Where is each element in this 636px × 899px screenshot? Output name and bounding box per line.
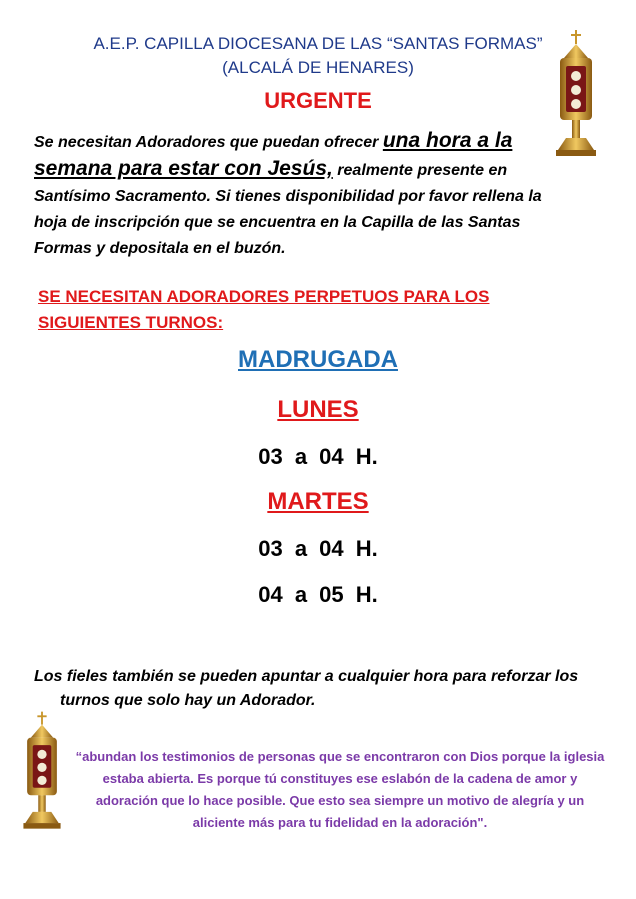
chapel-title: A.E.P. CAPILLA DIOCESANA DE LAS “SANTAS FORMAS” bbox=[93, 34, 543, 53]
chapel-location: (ALCALÁ DE HENARES) bbox=[222, 58, 414, 77]
quote-text: “abundan los testimonios de personas que se encontraron con Dios porque la iglesia estaba abierta. Es porque tú constituyes ese eslabón de la cadena de amor y adoración que lo hace posible. Que esto sea siempre un motivo de alegría y un aliciente más para tu fidelidad en la adoración". bbox=[75, 749, 605, 830]
monstrance-icon bbox=[16, 708, 68, 836]
monstrance-icon bbox=[548, 30, 604, 160]
time-slot: 03 a 04 H. bbox=[258, 444, 378, 469]
period-heading: MADRUGADA bbox=[238, 346, 398, 373]
time-slot: 04 a 05 H. bbox=[258, 582, 378, 607]
need-heading: SE NECESITAN ADORADORES PERPETUOS PARA LOS SIGUIENTES TURNOS: bbox=[38, 287, 490, 332]
note-paragraph: Los fieles también se pueden apuntar a cualquier hora para reforzar los turnos que solo hay un Adorador. bbox=[34, 668, 579, 709]
intro-highlight: una hora a la semana para estar con Jesús, bbox=[34, 129, 513, 180]
day-heading-monday: LUNES bbox=[277, 396, 359, 423]
day-heading-tuesday: MARTES bbox=[267, 488, 369, 515]
urgent-heading: URGENTE bbox=[264, 88, 372, 113]
intro-paragraph: Se necesitan Adoradores que puedan ofrecer una hora a la semana para estar con Jesús, realmente presente en Santísimo Sacramento. Si tienes disponibilidad por favor rellena la hoja de inscripción que se encuentra en la Capilla de las Santas Formas y depositala en el buzón. bbox=[34, 129, 542, 257]
time-slot: 03 a 04 H. bbox=[258, 536, 378, 561]
